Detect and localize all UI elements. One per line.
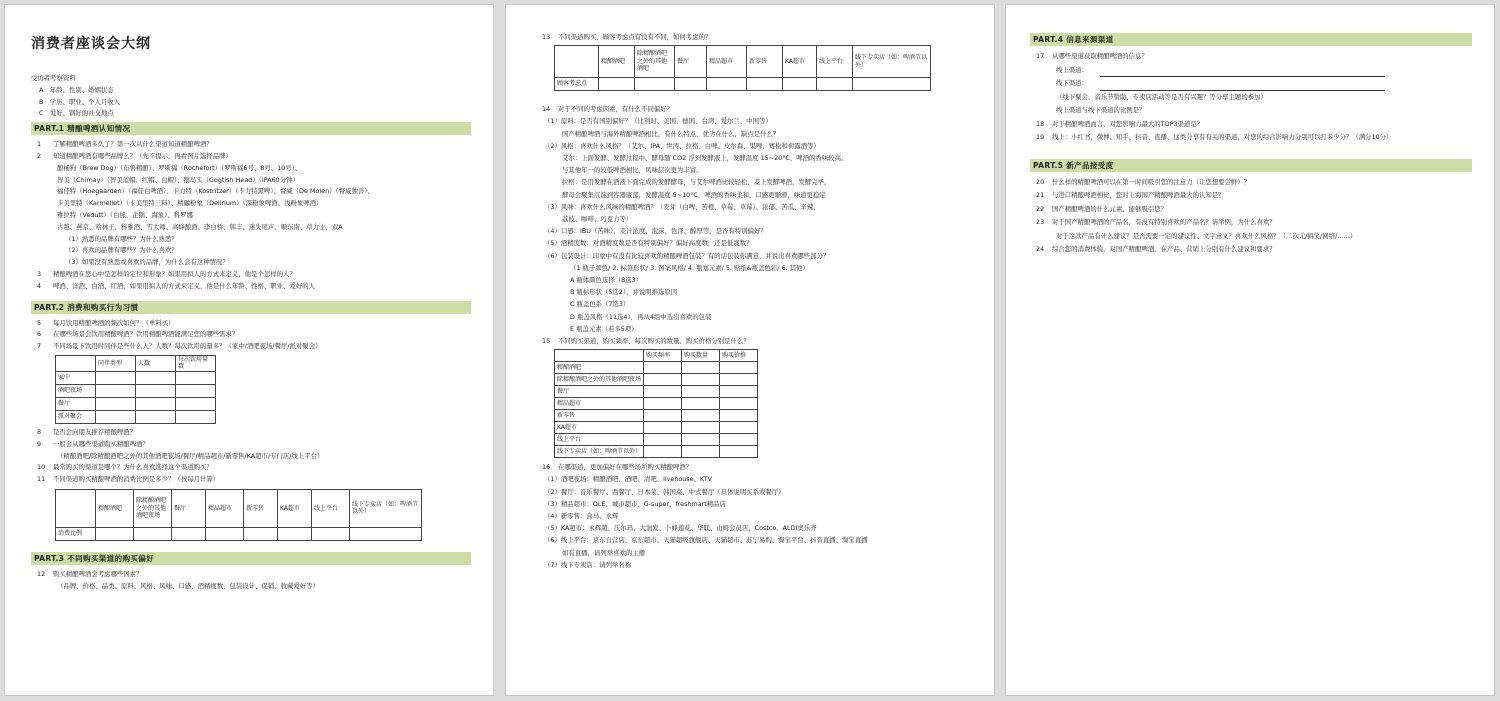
question-number: 3 [37,269,42,278]
table-row [555,434,758,446]
table-header-row [56,489,422,527]
table-cell [644,398,682,410]
line-text: （7）线下专卖店：请列举名称 [544,560,632,569]
table-cell [675,78,707,91]
line-text: （4）口感：IBU（苦味）、麦汁浓度、泡沫、色泽、醇厚等，是否有特别偏好？ [544,227,767,236]
table-cell [56,489,96,527]
table-cell [720,374,758,386]
line-text: 一般会从哪些渠道购买精酿啤酒？ [53,439,149,448]
line-text: （3）如果没有熟悉或喜欢的品牌，为什么会有这种情况？ [65,258,229,267]
table-row [555,410,758,422]
table-row [56,397,216,410]
table-cell [817,78,853,91]
line-text: 每月饮用精酿啤酒的频次如何？（单料买） [53,318,175,327]
document-title: 消费者座谈会大纲 [31,36,151,52]
table-cell [644,434,682,446]
table-cell: 购买频率 [644,350,682,362]
sub-item [31,163,471,175]
table-cell: KA超市 [278,489,312,527]
line-text: （5）KA超市：永辉超、沃尔玛、大润发、卜蜂莲花、华联、山姆会员店、Costco、ALDI奥乐齐 [544,524,817,533]
question-number: 4 [37,281,42,290]
question-5 [31,318,471,330]
table-row [555,422,758,434]
sub-item [536,298,972,310]
sub-item [31,210,471,222]
table-cell [176,397,216,410]
line-text: 对于这款产品有什么建议？是否需要一定的建议性、文字意义？喜欢什么风格？（二次元/搞笑/网络/……） [1056,231,1357,240]
offline-channel-field: 线下渠道： [1030,77,1472,91]
table-cell [96,527,134,540]
intro-section [31,73,471,120]
table-cell [682,362,720,374]
table-cell [747,78,783,91]
line-text: 古越、燕京、哈林王、科雅酒、雪大师、高峰酿酒、李白桥、韩丰、迷失尾声、顺东南、草力士、双A [57,222,343,231]
table-cell [720,422,758,434]
line-text: 知道精酿啤酒有哪些品牌么？（先不提示，再看图片选择品牌） [53,151,232,160]
line-text: 拉格：是用发酵在酒液下面完成的发酵酵母，与艾尔啤酒比较轻松，麦上发酵啤酒，发酵完毕， [562,178,831,187]
sub-item [536,510,972,522]
question-number: 18 [1036,119,1045,128]
offline-channel-blank [1100,83,1385,91]
table-row [56,410,216,423]
question-10 [31,462,471,474]
table-cell [96,384,136,397]
line-text: 综合您的消费体验，对国产精酿啤酒，在产品、营销上分别有什么建议和要求？ [1052,245,1276,253]
line-text: （1）原料：是否有国别偏好？（比利时、美国、德国、台湾、爱尔兰、中国等） [544,117,772,126]
sub-item [536,115,972,127]
table-cell: 线上平台 [817,46,853,78]
table-cell: 新零售 [244,489,278,527]
line-text: 酿桶狗（Brew Dog）（布鲁精酿）、罗斯福（Rochefort）（罗斯福6号、8号、10号）、 [57,163,302,172]
table-cell [312,527,350,540]
line-text: 国产精酿啤酒的什么元素，能够吸引您？ [1052,204,1168,213]
sub-item [536,176,972,188]
table-cell: 精品超市 [707,46,747,78]
q16-sub-items [536,473,972,571]
question-7 [31,341,471,353]
table-cell [644,422,682,434]
line-text: 与其他年一的较低啤酒相比，风味层次更为丰富。 [562,166,703,175]
online-channel-blank [1100,69,1385,77]
table-cell [720,386,758,398]
table-cell [176,384,216,397]
table-cell: 线下专卖店（如：啤酒节以外） [350,489,422,527]
question-24 [1030,243,1472,257]
question-19 [1030,131,1472,145]
question-number: 11 [37,475,46,484]
part2-questions [31,318,471,353]
question-number: 22 [1036,204,1045,213]
line-text: （1）酒吧夜场：精酿酒吧、酒吧、清吧、livehouse、KTV [544,475,712,484]
table-cell: 新零售 [747,46,783,78]
table-cell [278,527,312,540]
table-row [555,78,931,91]
sub-item [31,234,471,246]
question-8 [31,427,471,439]
sub-item [536,559,972,571]
line-text: C 瓶盖色系（7选3） [570,300,630,309]
line-text: （精酿酒吧/除精酿酒吧之外的其他酒吧夜场/餐厅/精品超市/新零售/KA超市/专门店/线上平台） [57,451,324,460]
question-number: 2 [37,151,42,160]
sub-item [536,152,972,164]
line-text: 不同场景下饮用时同伴是些什么人？人数？每次饮用的量多？（家中/酒吧夜场/餐厅/派对聚会） [53,342,322,351]
table-cell [172,527,206,540]
section-heading-part4: PART.4 信息来源渠道 [1030,33,1472,46]
intro-line: 受访者考察资料 [31,74,76,82]
table-cell: 酒吧夜场 [56,384,96,397]
table-cell [682,434,720,446]
table-cell: 线上平台 [555,434,644,446]
line-text: （品牌、价格、品类、原料、风格、风味、口感、酒精度数、包装设计、促销、收藏爱好等） [57,581,320,590]
line-text: 智美（Chimay）（智美蓝帽、红帽、白帽）、鹅岛头（Gogtish Head）（IPA60分钟） [57,175,299,184]
question-number: 24 [1036,245,1045,253]
table-q13-considerations [554,45,931,91]
intro-line: C 爱好、钢好的社交地点 [39,109,114,118]
page-1 [4,4,494,696]
line-text: （5）酒精度数：对酒精度数是否有特别偏好？偏好高度数，还是低度数？ [544,239,753,248]
question-number: 1 [37,140,42,149]
table-cell [853,78,931,91]
table-row [555,446,758,458]
page-2 [505,4,995,696]
sub-item [536,274,972,286]
line-text: 了解精酿啤酒多久了？第一次从什么渠道知道精酿啤酒？ [53,140,213,149]
table-cell [707,78,747,91]
table-cell [635,78,675,91]
question-number: 9 [37,439,42,448]
line-text: 什么样的精酿啤酒可以在第一时间吸引您的注意力（让您想要尝鲜）？ [1052,177,1251,186]
question-13: 13 不同渠道购买，顾客考虑点有没有不同，如何考虑的？ [542,33,712,41]
sub-item [536,323,972,335]
intro-line: B 学历、职业、个人月收入 [39,97,121,106]
page-3 [1005,4,1495,696]
line-text: 购买精酿啤酒会考虑哪些因素？ [53,569,143,578]
question-12 [31,569,471,581]
sub-item [536,498,972,510]
table-cell [644,362,682,374]
line-text: 酵母会聚集沉淀到容器底部，发酵温度 5~10°C，啤酒的香味柔和，口感更顺滑，味道更稳定 [562,190,826,199]
question-2 [31,151,471,163]
sub-item [536,189,972,201]
table-cell [720,398,758,410]
table-cell [682,398,720,410]
table-cell [720,362,758,374]
table-row [555,386,758,398]
table-cell [136,384,176,397]
table-cell [136,397,176,410]
table-cell [720,446,758,458]
part2-questions-continued [31,427,471,486]
line-text: （6）包装设计：印象中有没有比较喜欢的精酿啤酒包装？有的话包装你满意，并说出喜欢哪些部分？ [544,251,830,260]
part5-questions [1030,176,1472,257]
sub-item [536,534,972,546]
sub-item [536,250,972,262]
sub-item [536,311,972,323]
sub-item [31,581,471,593]
line-text: 国产精酿啤酒与海外精酿啤酒相比，有什么特点，优劣在什么，缺点是什么？ [562,129,780,138]
table-row [555,362,758,374]
intro-line: A 年龄、性别、婚姻状态 [39,85,114,94]
online-channel-field: 线上渠道： [1030,64,1472,78]
line-text: 精酿啤酒在您心中是怎样的定位和形象？如果用拟人的方式来定义，他是个怎样的人？ [53,269,296,278]
table-cell [136,410,176,423]
table-row [56,384,216,397]
section-heading-part1: PART.1 精酿啤酒认知情况 [31,122,471,135]
sub-item [536,262,972,274]
table-header-row [555,46,931,78]
line-text: D 瓶盖风格（11选4），再从4组中选出喜欢的包装 [570,312,712,321]
table-cell: 线下专卖店（如：啤酒节以外） [555,446,644,458]
table-cell [244,527,278,540]
line-text: 艾尔：上面发酵、发酵过程中，酵母随 CO2 浮到发酵液上，发酵温度 15~20°C，啤酒的香味较高。 [562,154,848,163]
sub-item [536,201,972,213]
sub-item [31,451,471,463]
table-cell [682,446,720,458]
table-cell [599,78,635,91]
line-text: 不同渠道购买精酿啤酒的消费比例是多少？（按每月计算） [53,475,220,484]
table-cell: 人数 [136,355,176,371]
q14-sub-items [536,115,972,335]
table-cell [644,446,682,458]
line-text: （1 瓶子颜色/ 2. 标签形状/ 3. 图案风格/ 4. 瓶塞元素/ 5. 贴纸&瓶盖色彩/ 6. 其他） [570,263,809,272]
question-3 [31,269,471,281]
sub-item [31,186,471,198]
question-number: 8 [37,427,42,436]
sub-item [536,286,972,298]
line-text: 如有直播，请列举喜欢的主播 [562,548,646,557]
table-cell: 精酿酒吧 [599,46,635,78]
table-cell: 除精酿酒吧之外的其他酒吧 [635,46,675,78]
table-row [56,371,216,384]
table-cell [136,371,176,384]
line-text: （3）精品超市：OLE、城市超市、G-super、freshmart精品店 [544,499,726,508]
line-text: 雅拉特（Vedutt）（白熊、企鹅、海象）、科罗娜 [57,210,193,219]
table-cell: 餐厅 [56,397,96,410]
question-number: 21 [1036,191,1045,199]
table-cell [206,527,244,540]
line-text: （线下聚会、音乐节赞助、专卖店活动等是否有兴趣？等分享主题的参加） [1056,92,1267,101]
table-cell [96,397,136,410]
table-cell: 餐厅 [675,46,707,78]
table-cell: KA超市 [783,46,817,78]
sub-item [536,486,972,498]
line-text: 啤酒、洋酒、白酒、红酒，如果用拟人的方式来定义，他是什么年龄、性格、职业、爱好的人 [53,281,316,290]
sub-item [536,213,972,225]
sub-item [536,225,972,237]
table-cell [96,410,136,423]
line-text: 卡美里特（Karmeliet）（卡美里特三料）、精融粉象（Delirium）（深粉象啤酒、浅粉象啤酒） [57,199,323,208]
table-cell [644,410,682,422]
table-cell [134,527,172,540]
table-cell: 餐厅 [172,489,206,527]
sub-item [536,522,972,534]
question-number: 10 [37,463,46,472]
table-q11-channel-ratio [55,489,422,541]
question-number: 12 [37,569,46,578]
table-cell: 餐厅 [555,386,644,398]
table-cell: 线下专卖店（如：啤酒节以外） [853,46,931,78]
sub-item [536,164,972,176]
sub-item [31,257,471,269]
table-cell [783,78,817,91]
table-cell: 派对聚会 [56,410,96,423]
question-20 [1030,176,1472,190]
table-cell: 除精酿酒吧之外的其他酒吧夜场 [134,489,172,527]
table-cell [555,350,644,362]
table-cell [682,410,720,422]
part1-questions [31,139,471,292]
line-text: 福佳特（Hoegaarden）（福佳白啤酒）、卡力特（Kostritzer）（卡力特黑啤）、督威（De Molen）（督威独善）、 [57,187,374,196]
sub-item [536,473,972,485]
table-cell: 精品超市 [555,398,644,410]
question-number: 6 [37,330,42,339]
section-heading-part5: PART.5 新产品接受度 [1030,159,1472,172]
line-text: （3）风味：喜欢什么风味的精酿啤酒？（麦芽（白啤、苦橙、草莓、草莓）、浓郁、苦瓜、辛辣、 [544,202,820,211]
sub-item [536,547,972,559]
table-cell [720,410,758,422]
section-heading-part2: PART.2 消费和购买行为习惯 [31,301,471,314]
question-18 [1030,118,1472,132]
line-text: 线上：小红书、微博、知乎、抖音、直播、这类分享有有关的渠道，对您的综合影响力分别可以打多少分？（满分10分） [1052,133,1393,141]
sub-item [31,198,471,210]
table-cell [56,355,96,371]
table-q7-scenarios [55,355,216,424]
question-9 [31,439,471,451]
table-cell: 线上平台 [312,489,350,527]
question-4 [31,281,471,293]
table-cell [682,422,720,434]
sub-item [31,245,471,257]
table-cell [720,434,758,446]
table-cell [555,46,599,78]
question-14: 14 对于不同的考虑因素，有什么不同偏好？ [542,105,674,114]
part4-questions [1030,91,1472,145]
question-21 [1030,189,1472,203]
question-number: 5 [37,318,42,327]
table-cell [682,386,720,398]
table-header-row [555,350,758,362]
table-cell: 精品超市 [206,489,244,527]
table-cell [644,374,682,386]
line-text: 是否会向朋友推荐精酿啤酒？ [53,427,137,436]
table-q15-frequency [554,349,758,458]
sub-item [31,222,471,234]
line-text: B 瓶标形状（5选2），并说明推选原因 [570,288,678,297]
line-text: 与进口精酿啤酒相比，您对上海国产精酿啤酒最大的认知是？ [1052,191,1225,199]
line-text: （6）线上平台：京东自营店、京东超市、天猫超级旗舰店、天猫超市、苏宁易购、淘宝平台、抖音直播、淘宝直播 [544,536,868,545]
table-cell [682,374,720,386]
line-text: 线上渠道与线下渠道的比例是？ [1056,106,1146,114]
question-16: 16 在哪渠道，更加偏好在哪些场所购买精酿啤酒？ [542,463,693,472]
table-cell: 新零售 [555,410,644,422]
line-text: （2）风格：喜欢什么风格？（艾尔、IPA、世涛、拉格、白啤、皮尔森、果啤、赛松和荷露酒等） [544,141,820,150]
table-cell: 顾客考虑点 [555,78,599,91]
question-1 [31,139,471,151]
line-text: （1）熟悉的品牌有哪些？为什么熟悉？ [65,234,178,243]
sub-item [31,175,471,187]
line-text: 荔枝、咖啡、巧克力等） [562,215,633,224]
table-cell: 家中 [56,371,96,384]
table-cell: 精酿酒吧 [555,362,644,374]
line-text: 对于精酿啤酒而言，对您影响力最大的TOP3渠道是？ [1052,119,1204,128]
line-text: E 瓶盖元素（若多5项） [570,324,638,333]
table-cell: 消费比例 [56,527,96,540]
question-15: 15 不同购买渠道，购买频率、每次购买的数量、购买价格分别是什么？ [542,337,750,346]
line-text: （4）新零售：盒马、永辉 [544,512,619,521]
part3-questions [31,569,471,593]
table-cell: 除精酿酒吧之外的其他酒吧夜场 [555,374,644,386]
sub-item [1030,91,1472,105]
table-cell: 同伴类型 [96,355,136,371]
line-text: 最常购买的渠道是哪个？为什么喜欢选择这个渠道购买？ [53,463,213,472]
line-text: A 瓶体颜色选择（8选3） [570,276,643,285]
line-text: 对于国产精酿啤酒的产品名，有没有特别喜欢的产品名？请举例，为什么喜欢？ [1052,218,1276,226]
table-cell [96,371,136,384]
sub-item [1030,230,1472,244]
table-cell: 购买价格 [720,350,758,362]
question-17: 17 从哪些渠道获取精酿啤酒的信息？ [1036,52,1148,60]
sub-item [536,237,972,249]
table-cell: 每次饮用量数 [176,355,216,371]
line-text: （2）餐厅：音乐餐厅、西餐厅、日本菜、韩国菜、中式餐厅（具体说明买系或餐厅） [544,487,785,496]
sub-item [1030,104,1472,118]
question-6 [31,329,471,341]
question-number: 20 [1036,177,1045,186]
table-row [56,527,422,540]
question-22 [1030,203,1472,217]
table-cell: 精酿酒吧 [96,489,134,527]
section-heading-part3: PART.3 不同购买渠道的购买偏好 [31,552,471,565]
table-cell: KA超市 [555,422,644,434]
table-row [555,398,758,410]
question-11 [31,474,471,486]
question-number: 7 [37,342,42,351]
line-text: 在哪些场景会饮用精酿啤酒？饮用精酿啤酒能满足您的哪些需求？ [53,330,239,339]
table-cell [176,371,216,384]
table-cell: 购买数量 [682,350,720,362]
table-cell [644,386,682,398]
table-cell [350,527,422,540]
sub-item [536,128,972,140]
sub-item [536,140,972,152]
line-text: （2）喜欢的品牌有哪些？为什么喜欢？ [65,246,178,255]
question-number: 19 [1036,133,1045,141]
table-row [555,374,758,386]
question-number: 23 [1036,218,1045,226]
table-cell [176,410,216,423]
question-23 [1030,216,1472,230]
table-header-row [56,355,216,371]
